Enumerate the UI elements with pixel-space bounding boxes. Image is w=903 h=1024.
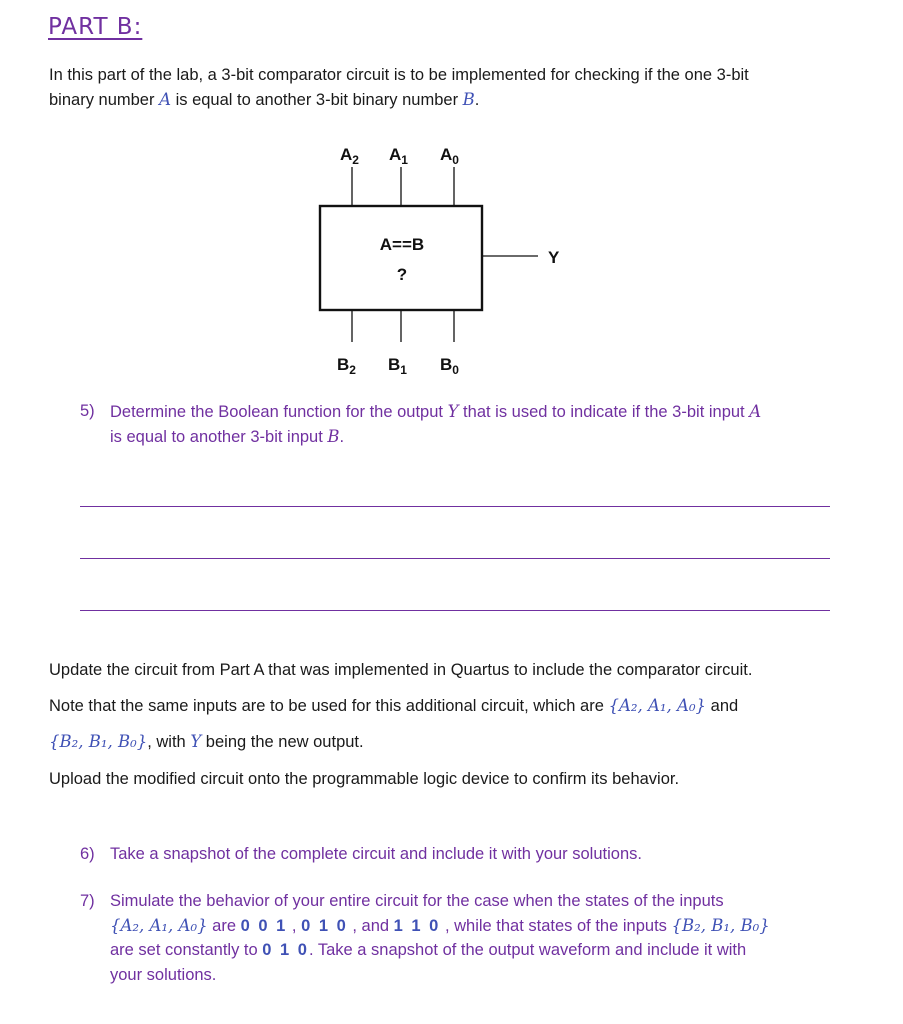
q7-value-3: 1 1 0 xyxy=(393,916,441,935)
var-a: A xyxy=(159,89,171,109)
intro-line-1: In this part of the lab, a 3-bit comparator circuit is to be implemented for checking if the one 3-bit xyxy=(49,66,749,84)
comparator-box xyxy=(320,206,482,310)
input-a1-label: $A_1$ xyxy=(389,145,408,167)
comparator-question: ? xyxy=(396,265,408,284)
comparator-label: A==B xyxy=(379,235,425,254)
set-a: {A₂, A₁, A₀} xyxy=(608,696,707,715)
question-5-text xyxy=(110,400,850,450)
q5-var-y: Y xyxy=(447,402,459,421)
question-5-number: 5) xyxy=(80,402,95,420)
answer-line-3[interactable] xyxy=(80,610,830,611)
page-title: PART B: xyxy=(48,14,143,40)
input-b0-label: $B_0$ xyxy=(440,355,459,377)
q7-set-b: {B₂, B₁, B₀} xyxy=(671,915,770,935)
question-6 xyxy=(80,843,850,867)
question-7 xyxy=(80,889,850,987)
intro-line-2-pre: binary number xyxy=(49,90,160,109)
q7-value-1: 0 0 1 xyxy=(240,916,288,935)
update-paragraph xyxy=(49,653,864,760)
update-line-3: {B₂, B₁, B₀}, with Y being the new output. xyxy=(49,732,364,751)
upload-paragraph: Upload the modified circuit onto the programmable logic device to confirm its behavior. xyxy=(49,770,680,788)
update-line-1: Update the circuit from Part A that was implemented in Quartus to include the comparator circuit. xyxy=(49,661,753,679)
intro-line-2-mid: is equal to another 3-bit binary number xyxy=(170,90,463,109)
intro-line-2-end: . xyxy=(474,90,480,109)
q5-line1-mid: that is used to indicate if the 3-bit input xyxy=(458,403,750,421)
input-b2-label: $B_2$ xyxy=(337,355,356,377)
input-a0-label: $A_0$ xyxy=(440,145,459,167)
question-7-text: Simulate the behavior of your entire circuit for the case when the states of the inputs {A₂, A₁, A₀} are 0 0 1 , 0 1 0 , and 1 1 0 , while that states of the inputs {B₂, B₁, B₀} are set constantly to 0 1 0. Take a snapshot of the output waveform and include it with your solutions. xyxy=(110,892,770,984)
update-line-2: Note that the same inputs are to be used for this additional circuit, which are {A₂, A₁, A₀} and xyxy=(49,696,739,715)
question-6-number: 6) xyxy=(80,845,95,863)
comparator-diagram xyxy=(0,0,903,400)
set-b: {B₂, B₁, B₀} xyxy=(49,732,148,751)
q7-value-4: 0 1 0 xyxy=(262,941,309,959)
input-b1-label: $B_1$ xyxy=(388,355,407,377)
output-y-label: Y xyxy=(548,248,560,267)
input-a2-label: $A_2$ xyxy=(340,145,359,167)
question-6-text: Take a snapshot of the complete circuit and include it with your solutions. xyxy=(110,845,642,863)
answer-line-1[interactable] xyxy=(80,506,830,507)
q5-line2-pre: is equal to another 3-bit input xyxy=(110,427,328,446)
update-var-y: Y xyxy=(190,732,202,751)
q5-var-a: A xyxy=(749,402,762,421)
q7-set-a: {A₂, A₁, A₀} xyxy=(110,915,208,935)
q7-value-2: 0 1 0 xyxy=(301,916,348,935)
question-7-number: 7) xyxy=(80,892,95,910)
q5-line2-end: . xyxy=(339,427,345,446)
var-b: B xyxy=(462,89,475,109)
q5-var-b: B xyxy=(327,426,340,446)
q5-line1-pre: Determine the Boolean function for the output xyxy=(110,403,448,421)
answer-line-2[interactable] xyxy=(80,558,830,559)
question-5 xyxy=(80,400,850,450)
